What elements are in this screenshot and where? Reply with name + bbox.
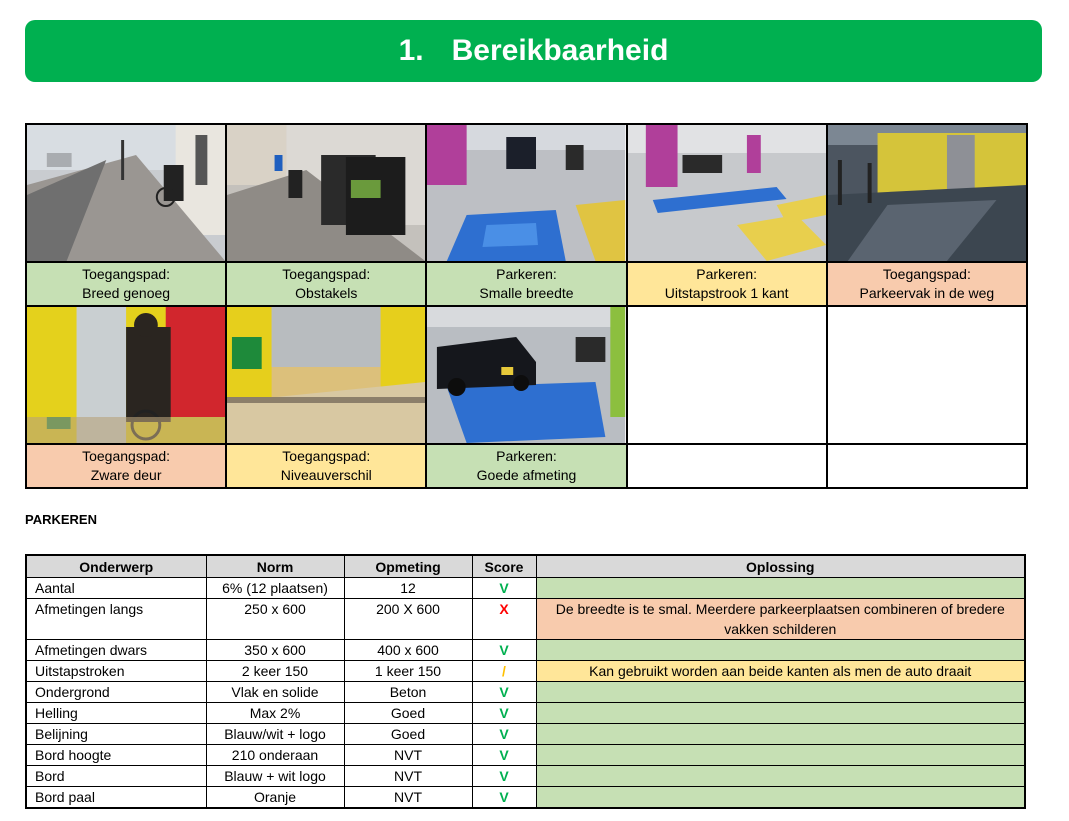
photo-cell — [226, 124, 426, 262]
caption-cell: Parkeren: Smalle breedte — [426, 262, 626, 306]
solution-cell — [536, 640, 1025, 661]
parking-table — [25, 554, 1026, 809]
photo-level-difference — [227, 307, 425, 443]
solution-cell — [536, 724, 1025, 745]
photo-cell — [26, 124, 226, 262]
table-header-row — [26, 555, 1025, 578]
table-row: Ondergrond Vlak en solide Beton V — [26, 682, 1025, 703]
section-number: 1. — [398, 34, 424, 67]
photo-cell — [426, 124, 626, 262]
table-row: Aantal 6% (12 plaatsen) 12 V — [26, 578, 1025, 599]
score-fail: X — [472, 599, 536, 640]
caption-cell: Toegangspad: Niveauverschil — [226, 444, 426, 488]
score-ok: V — [472, 766, 536, 787]
photo-parking-in-way — [828, 125, 1026, 261]
caption-cell: Parkeren: Uitstapstrook 1 kant — [627, 262, 827, 306]
column-header: Onderwerp — [26, 555, 206, 578]
solution-cell — [536, 578, 1025, 599]
score-ok: V — [472, 640, 536, 661]
score-ok: V — [472, 787, 536, 809]
table-row: Bord paal Oranje NVT V — [26, 787, 1025, 809]
parking-section-title: PARKEREN — [25, 512, 97, 527]
table-row: Bord Blauw + wit logo NVT V — [26, 766, 1025, 787]
empty-cell — [827, 444, 1027, 488]
photo-sidewalk-bins — [227, 125, 425, 261]
photo-parking-narrow — [427, 125, 625, 261]
score-ok: V — [472, 578, 536, 599]
photo-parking-good-size — [427, 307, 625, 443]
table-row: Afmetingen langs 250 x 600 200 X 600 X De breedte is te smal. Meerdere parkeerplaatsen combineren of bredere vakken schilderen — [26, 599, 1025, 640]
solution-cell — [536, 682, 1025, 703]
photo-grid — [25, 123, 1028, 489]
column-header: Opmeting — [344, 555, 472, 578]
column-header: Score — [472, 555, 536, 578]
score-ok: V — [472, 724, 536, 745]
score-ok: V — [472, 745, 536, 766]
photo-cell — [627, 124, 827, 262]
column-header: Oplossing — [536, 555, 1025, 578]
table-row: Helling Max 2% Goed V — [26, 703, 1025, 724]
photo-sidewalk-wheelchair — [27, 125, 225, 261]
caption-cell: Toegangspad: Parkeervak in de weg — [827, 262, 1027, 306]
photo-cell — [26, 306, 226, 444]
section-header — [25, 20, 1042, 82]
solution-cell — [536, 745, 1025, 766]
solution-cell: Kan gebruikt worden aan beide kanten als men de auto draait — [536, 661, 1025, 682]
empty-cell — [627, 306, 827, 444]
caption-cell: Parkeren: Goede afmeting — [426, 444, 626, 488]
table-row: Afmetingen dwars 350 x 600 400 x 600 V — [26, 640, 1025, 661]
photo-cell — [827, 124, 1027, 262]
photo-cell — [226, 306, 426, 444]
photo-parking-one-side — [628, 125, 826, 261]
solution-cell — [536, 703, 1025, 724]
column-header: Norm — [206, 555, 344, 578]
score-ok: V — [472, 682, 536, 703]
empty-cell — [627, 444, 827, 488]
table-row: Bord hoogte 210 onderaan NVT V — [26, 745, 1025, 766]
score-partial: / — [472, 661, 536, 682]
score-ok: V — [472, 703, 536, 724]
caption-cell: Toegangspad: Breed genoeg — [26, 262, 226, 306]
table-row: Belijning Blauw/wit + logo Goed V — [26, 724, 1025, 745]
solution-cell: De breedte is te smal. Meerdere parkeerplaatsen combineren of bredere vakken schilderen — [536, 599, 1025, 640]
photo-cell — [426, 306, 626, 444]
photo-heavy-door — [27, 307, 225, 443]
caption-cell: Toegangspad: Obstakels — [226, 262, 426, 306]
solution-cell — [536, 787, 1025, 809]
section-title: Bereikbaarheid — [451, 34, 669, 67]
caption-cell: Toegangspad: Zware deur — [26, 444, 226, 488]
empty-cell — [827, 306, 1027, 444]
solution-cell — [536, 766, 1025, 787]
table-row: Uitstapstroken 2 keer 150 1 keer 150 / Kan gebruikt worden aan beide kanten als men de auto draait — [26, 661, 1025, 682]
